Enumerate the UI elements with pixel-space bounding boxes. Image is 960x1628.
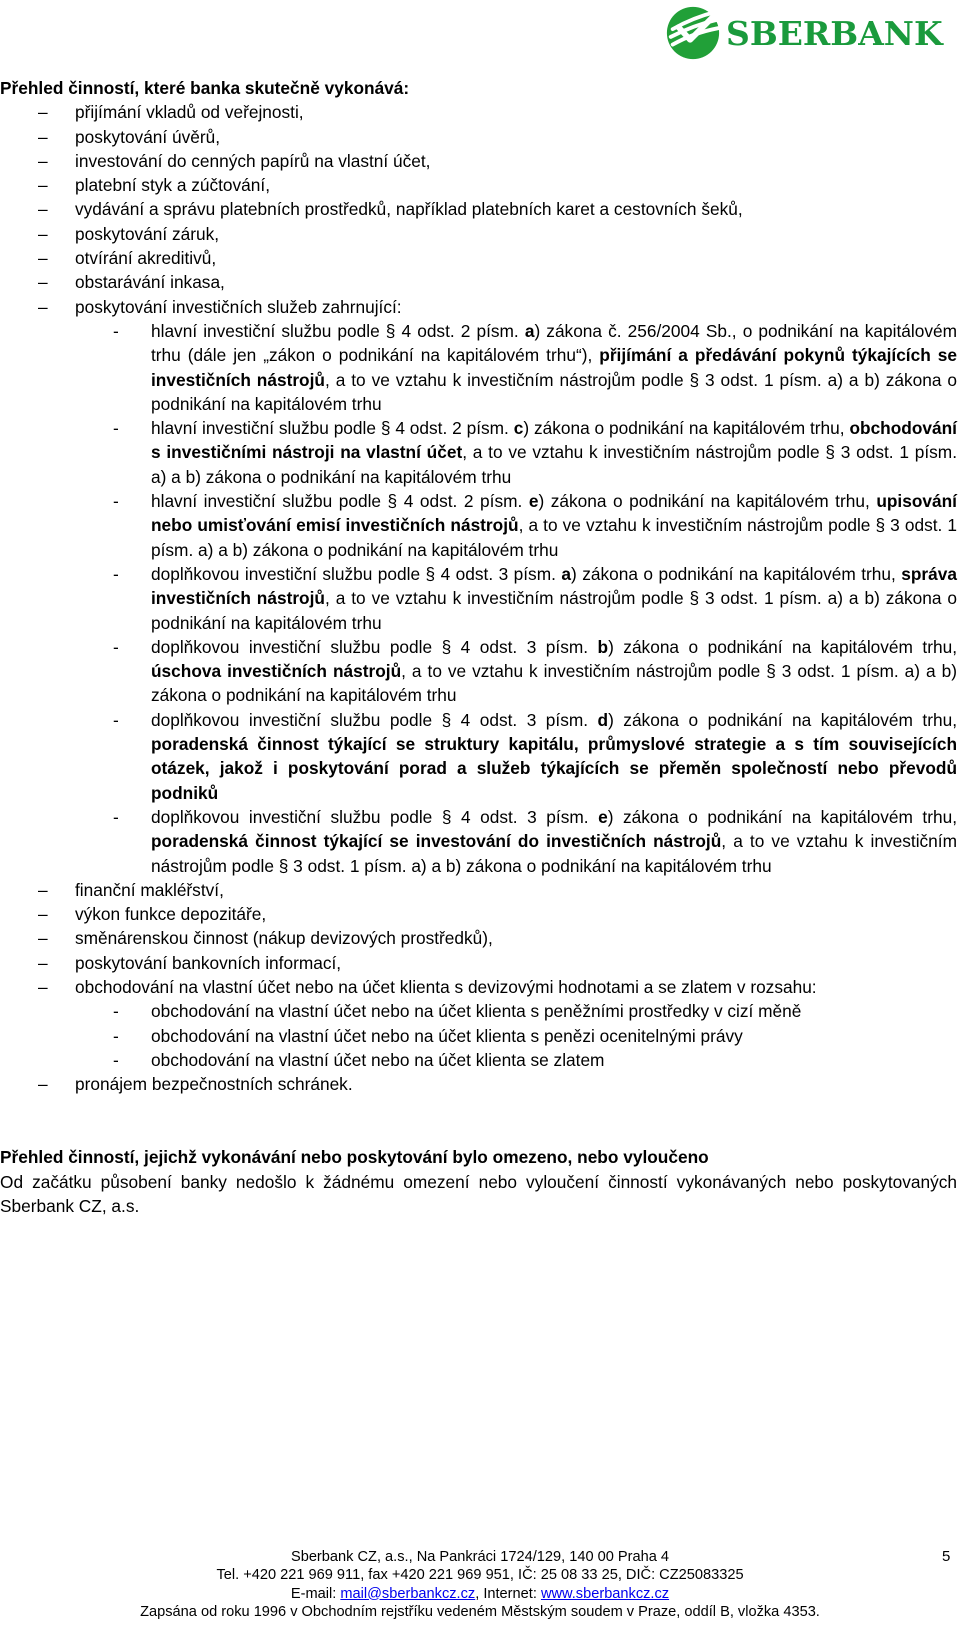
sberbank-emblem-icon bbox=[664, 4, 722, 62]
trading-list bbox=[0, 999, 957, 1072]
list-item bbox=[0, 149, 957, 173]
dash-marker: - bbox=[113, 806, 119, 827]
list-item-text: poskytování záruk, bbox=[75, 223, 220, 244]
list-item bbox=[0, 975, 957, 999]
service-letter: b bbox=[597, 636, 609, 657]
dash-marker: – bbox=[38, 199, 48, 220]
dash-marker: – bbox=[38, 102, 48, 123]
service-text: , a to ve vztahu k investičním nástrojům podle § 3 odst. 1 písm. a) a b) zákona o podnikání na kapitálovém trhu bbox=[151, 515, 957, 560]
dash-marker: – bbox=[38, 150, 48, 171]
footer-links bbox=[0, 1585, 960, 1603]
service-name: úschova investičních nástrojů bbox=[151, 661, 402, 682]
dash-marker: - bbox=[113, 418, 119, 439]
dash-marker: – bbox=[38, 976, 48, 997]
service-text: ) zákona o podnikání na kapitálovém trhu, bbox=[523, 418, 850, 439]
service-text: hlavní investiční službu podle § 4 odst. 2 písm. bbox=[151, 491, 529, 512]
service-text: doplňkovou investiční službu podle § 4 odst. 3 písm. bbox=[151, 563, 562, 584]
dash-marker: – bbox=[38, 248, 48, 269]
dash-marker: - bbox=[113, 563, 119, 584]
email-label: E-mail: bbox=[290, 1585, 341, 1602]
page-footer bbox=[0, 1548, 960, 1621]
service-text: , a to ve vztahu k investičním nástrojům podle § 3 odst. 1 písm. a) a b) zákona o podnikání na kapitálovém trhu bbox=[151, 588, 958, 633]
list-item bbox=[0, 878, 957, 902]
investment-service-item bbox=[0, 562, 957, 635]
service-name: obchodování s investičními nástroji na vlastní účet bbox=[151, 418, 957, 463]
email-link[interactable]: mail@sberbankcz.cz bbox=[340, 1585, 476, 1602]
list-item-text: finanční makléřství, bbox=[75, 879, 224, 900]
list-item-text: obchodování na vlastní účet nebo na účet klienta s penězi ocenitelnými právy bbox=[151, 1025, 743, 1046]
dash-marker: - bbox=[113, 709, 119, 730]
list-item bbox=[0, 999, 957, 1023]
service-name: přijímání a předávání pokynů týkajících se investičních nástrojů bbox=[151, 345, 957, 390]
service-text: , a to ve vztahu k investičním nástrojům podle § 3 odst. 1 písm. a) a b) zákona o podnikání na kapitálovém trhu bbox=[151, 831, 957, 876]
list-item bbox=[0, 246, 957, 270]
service-text: ) zákona o podnikání na kapitálovém trhu, bbox=[538, 491, 877, 512]
list-item bbox=[0, 295, 957, 319]
service-text: doplňkovou investiční službu podle § 4 odst. 3 písm. bbox=[151, 636, 598, 657]
activity-list bbox=[0, 100, 957, 319]
list-item-text: poskytování úvěrů, bbox=[75, 126, 221, 147]
dash-marker: - bbox=[113, 636, 119, 657]
internet-label: , Internet: bbox=[475, 1585, 541, 1602]
service-text: hlavní investiční službu podle § 4 odst. 2 písm. bbox=[151, 320, 525, 341]
list-item-text: vydávání a správu platebních prostředků, například platebních karet a cestovních šeků, bbox=[75, 199, 743, 220]
dash-marker: – bbox=[38, 272, 48, 293]
list-item-text: výkon funkce depozitáře, bbox=[75, 904, 267, 925]
list-item-text: směnárenskou činnost (nákup devizových prostředků), bbox=[75, 928, 493, 949]
service-name: správa investičních nástrojů bbox=[151, 563, 957, 609]
dash-marker: - bbox=[113, 320, 119, 341]
list-item bbox=[0, 222, 957, 246]
dash-marker: – bbox=[38, 1074, 48, 1095]
service-name: poradenská činnost týkající se struktury kapitálu, průmyslové strategie a s tím souvisejících otázek, jakož i poskytování porad a služeb týkajících se přeměn společností nebo převodů podniků bbox=[151, 734, 957, 803]
dash-marker: - bbox=[113, 1025, 119, 1046]
list-item bbox=[0, 125, 957, 149]
service-letter: e bbox=[598, 806, 608, 827]
service-name: upisování nebo umisťování emisí investičních nástrojů bbox=[151, 491, 957, 536]
list-item-text: poskytování investičních služeb zahrnující: bbox=[75, 296, 402, 317]
investment-service-item bbox=[0, 805, 957, 878]
restrictions-paragraph: Od začátku působení banky nedošlo k žádnému omezení nebo vyloučení činností vykonávaných nebo poskytovaných Sberbank CZ, a.s. bbox=[0, 1171, 957, 1217]
dash-marker: – bbox=[38, 928, 48, 949]
service-text: doplňkovou investiční službu podle § 4 odst. 3 písm. bbox=[151, 709, 598, 730]
sberbank-logo bbox=[664, 5, 954, 61]
list-item bbox=[0, 197, 957, 221]
dash-marker: – bbox=[38, 952, 48, 973]
investment-service-item bbox=[0, 635, 957, 708]
service-text: , a to ve vztahu k investičním nástrojům podle § 3 odst. 1 písm. a) a b) zákona o podnikání na kapitálovém trhu bbox=[151, 369, 958, 414]
investment-service-item bbox=[0, 416, 957, 489]
dash-marker: – bbox=[38, 175, 48, 196]
list-item bbox=[0, 1048, 957, 1072]
dash-marker: - bbox=[113, 1049, 119, 1070]
investment-services-list bbox=[0, 319, 957, 878]
footer-contact: Tel. +420 221 969 911, fax +420 221 969 951, IČ: 25 08 33 25, DIČ: CZ25083325 bbox=[216, 1567, 744, 1584]
dash-marker: - bbox=[113, 491, 119, 512]
list-item bbox=[0, 100, 957, 124]
list-item-text: pronájem bezpečnostních schránek. bbox=[75, 1074, 353, 1095]
service-letter: d bbox=[597, 709, 609, 730]
service-letter: a bbox=[561, 563, 571, 584]
service-text: ) zákona o podnikání na kapitálovém trhu, bbox=[608, 636, 957, 657]
page-content bbox=[0, 76, 957, 1218]
list-item-text: obchodování na vlastní účet nebo na účet klienta s devizovými hodnotami a se zlatem v rozsahu: bbox=[75, 976, 817, 997]
service-text: doplňkovou investiční službu podle § 4 odst. 3 písm. bbox=[151, 806, 599, 827]
list-item-text: obchodování na vlastní účet nebo na účet klienta s peněžními prostředky v cizí měně bbox=[151, 1001, 802, 1022]
dash-marker: – bbox=[38, 879, 48, 900]
section-heading-restrictions: Přehled činností, jejichž vykonávání nebo poskytování bylo omezeno, nebo vyloučeno bbox=[0, 1147, 709, 1168]
footer-registry: Zapsána od roku 1996 v Obchodním rejstříku vedeném Městským soudem v Praze, oddíl B, vložka 4353. bbox=[140, 1603, 820, 1620]
investment-service-item bbox=[0, 708, 957, 805]
list-item bbox=[0, 1072, 957, 1096]
service-text: ) zákona o podnikání na kapitálovém trhu, bbox=[607, 806, 957, 827]
list-item-text: poskytování bankovních informací, bbox=[75, 952, 342, 973]
list-item-text: přijímání vkladů od veřejnosti, bbox=[75, 102, 304, 123]
list-item-text: investování do cenných papírů na vlastní účet, bbox=[75, 150, 431, 171]
service-text: hlavní investiční službu podle § 4 odst. 2 písm. bbox=[151, 418, 514, 439]
list-item-text: otvírání akreditivů, bbox=[75, 248, 217, 269]
investment-service-item bbox=[0, 319, 957, 416]
dash-marker: - bbox=[113, 1001, 119, 1022]
service-text: ) zákona č. 256/2004 Sb., o podnikání na kapitálovém trhu (dále jen „zákon o podnikání na kapitálovém trhu“), bbox=[151, 320, 957, 366]
list-item-text: obchodování na vlastní účet nebo na účet klienta se zlatem bbox=[151, 1049, 605, 1070]
list-item bbox=[0, 173, 957, 197]
investment-service-item bbox=[0, 489, 957, 562]
list-item-text: obstarávání inkasa, bbox=[75, 272, 225, 293]
service-letter: a bbox=[524, 320, 535, 341]
activity-list-continued bbox=[0, 878, 957, 999]
service-name: poradenská činnost týkající se investování do investičních nástrojů bbox=[151, 831, 722, 852]
dash-marker: – bbox=[38, 223, 48, 244]
page-number: 5 bbox=[942, 1548, 951, 1565]
footer-address: Sberbank CZ, a.s., Na Pankráci 1724/129, 140 00 Praha 4 bbox=[290, 1549, 670, 1565]
service-letter: e bbox=[528, 491, 539, 512]
service-text: , a to ve vztahu k investičním nástrojům podle § 3 odst. 1 písm. a) a b) zákona o podnikání na kapitálovém trhu bbox=[151, 442, 957, 487]
list-item-text: platební styk a zúčtování, bbox=[75, 175, 271, 196]
service-text: ) zákona o podnikání na kapitálovém trhu, bbox=[608, 709, 957, 730]
dash-marker: – bbox=[38, 126, 48, 147]
list-item bbox=[0, 1024, 957, 1048]
service-text: , a to ve vztahu k investičním nástrojům podle § 3 odst. 1 písm. a) a b) zákona o podnikání na kapitálovém trhu bbox=[151, 661, 957, 706]
service-text: ) zákona o podnikání na kapitálovém trhu, bbox=[570, 563, 902, 584]
list-item bbox=[0, 270, 957, 294]
website-link[interactable]: www.sberbankcz.cz bbox=[540, 1585, 670, 1602]
section-heading-activities: Přehled činností, které banka skutečně vykonává: bbox=[0, 78, 410, 98]
service-letter: c bbox=[513, 418, 524, 439]
dash-marker: – bbox=[38, 296, 48, 317]
list-item bbox=[0, 926, 957, 950]
list-item bbox=[0, 951, 957, 975]
logo-wordmark: SBERBANK bbox=[726, 13, 943, 53]
dash-marker: – bbox=[38, 904, 48, 925]
list-item bbox=[0, 902, 957, 926]
